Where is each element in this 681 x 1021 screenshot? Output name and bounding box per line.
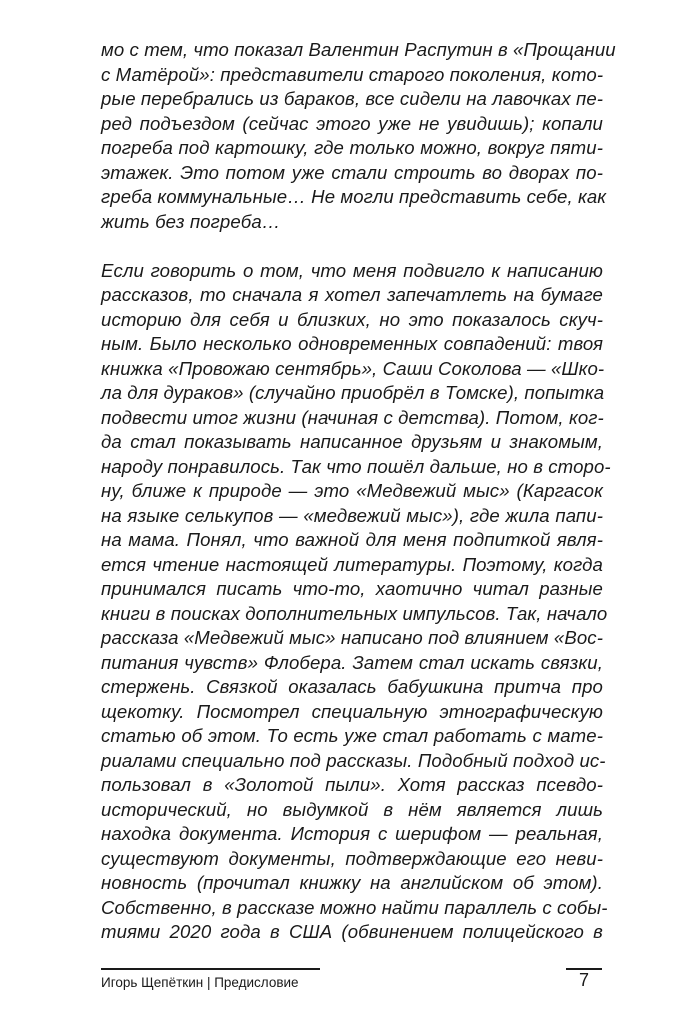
text-line: подвести итог жизни (начиная с детства). Потом, ког-: [101, 406, 604, 428]
text-line: тиями 2020 года в США (обвинением полицейского в: [101, 921, 603, 942]
text-line: питания чувств» Флобера. Затем стал искать связки,: [101, 651, 603, 673]
text-line: историю для себя и близких, но это показалось скуч-: [101, 308, 603, 330]
text-line: ется чтение настоящей литературы. Поэтому, когда: [101, 553, 603, 575]
text-line: ред подъездом (сейчас этого уже не увидишь); копали: [101, 112, 603, 134]
text-line: ну, ближе к природе — это «Медвежий мыс» (Каргасок: [101, 480, 603, 501]
running-footer: Игорь Щепёткин | Предисловие: [101, 975, 299, 990]
text-line: находка документа. История с шерифом — реальная,: [101, 823, 603, 844]
paragraph-2: [101, 259, 611, 945]
text-line: с Матёрой»: представители старого поколения, кото-: [101, 63, 604, 85]
text-line: исторический, но выдумкой в нём является лишь: [101, 798, 603, 820]
text-line: щекотку. Посмотрел специальную этнографическую: [101, 700, 603, 722]
text-line: на мама. Понял, что важной для меня подпиткой явля-: [101, 529, 603, 550]
text-line: Если говорить о том, что меня подвигло к написанию: [101, 259, 603, 281]
text-line: мо с тем, что показал Валентин Распутин в «Прощании: [101, 39, 616, 60]
text-line: рассказа «Медвежий мыс» написано под влиянием «Вос-: [101, 627, 603, 648]
page-body: [101, 38, 616, 945]
paragraph-1: [101, 38, 616, 234]
text-line: принимался писать что-то, хаотично читал разные: [101, 578, 603, 599]
text-line: на языке селькупов — «медвежий мыс»), где жила папи-: [101, 504, 603, 526]
text-line: народу понравилось. Так что пошёл дальше, но в сторо-: [101, 455, 611, 477]
text-line: существуют документы, подтверждающие его неви-: [101, 847, 603, 869]
text-line: риалами специально под рассказы. Подобный подход ис-: [101, 749, 606, 771]
text-line: пользовал в «Золотой пыли». Хотя рассказ псевдо-: [101, 774, 603, 795]
text-line: книжка «Провожаю сентябрь», Саши Соколова — «Шко-: [101, 357, 605, 379]
text-line: этажек. Это потом уже стали строить во дворах по-: [101, 161, 603, 183]
text-line: Собственно, в рассказе можно найти параллель с собы-: [101, 896, 608, 918]
text-line: да стал показывать написанное друзьям и знакомым,: [101, 431, 603, 452]
text-line: ным. Было несколько одновременных совпадений: твоя: [101, 333, 603, 354]
text-line: книги в поисках дополнительных импульсов. Так, начало: [101, 602, 608, 624]
text-line: погреба под картошку, где только можно, вокруг пяти-: [101, 137, 603, 158]
text-line: греба коммунальные… Не могли представить себе, как: [101, 186, 607, 207]
text-line: стержень. Связкой оказалась бабушкина притча про: [101, 676, 603, 697]
footer-divider: [101, 968, 320, 970]
text-line: рассказов, то сначала я хотел запечатлеть на бумаге: [101, 284, 603, 305]
text-line: новность (прочитал книжку на английском об этом).: [101, 872, 603, 893]
text-line: ла для дураков» (случайно приобрёл в Томске), попытка: [101, 382, 605, 403]
text-line: жить без погреба…: [101, 210, 281, 232]
text-line: статью об этом. То есть уже стал работать с мате-: [101, 725, 603, 746]
page-number: 7: [578, 970, 589, 990]
text-line: рые перебрались из бараков, все сидели на лавочках пе-: [101, 88, 604, 109]
